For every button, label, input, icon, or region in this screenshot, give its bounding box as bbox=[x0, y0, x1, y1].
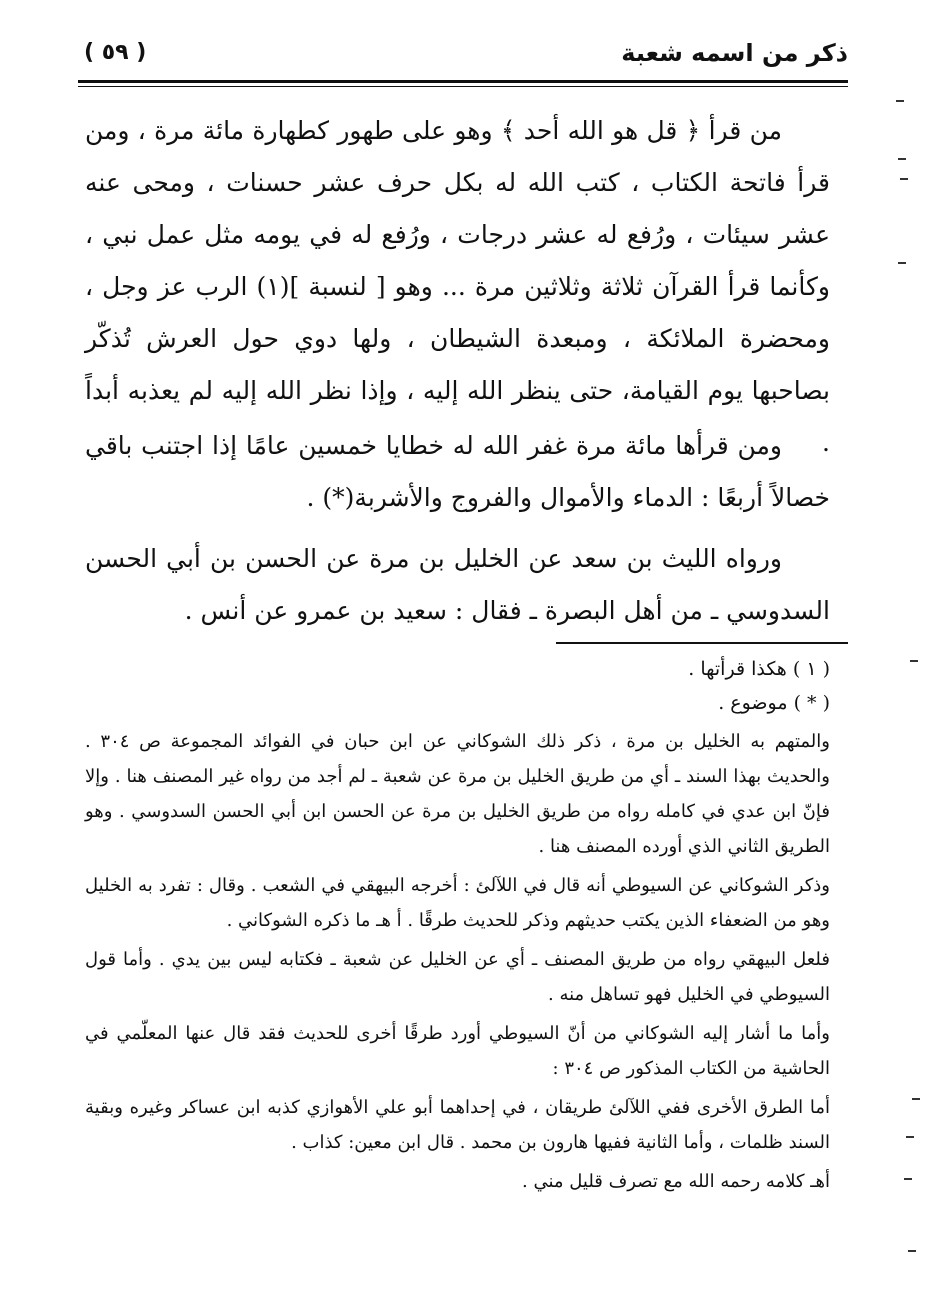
footnote-paragraph-3: فلعل البيهقي رواه من طريق المصنف ـ أي عن الخليل عن شعبة ـ فكتابه ليس بين يدي . وأما قول السيوطي في الخليل فهو تساهل منه . bbox=[85, 949, 830, 1005]
scan-margin-mark bbox=[908, 1250, 916, 1252]
chapter-title: ذكر من اسمه شعبة bbox=[621, 39, 848, 67]
scan-margin-mark bbox=[898, 158, 906, 160]
footnote-paragraph-5: أما الطرق الأخرى ففي اللآلئ طريقان ، في إحداهما أبو علي الأهوازي كذبه ابن عساكر وغيره وبقية السند ظلمات ، وأما الثانية ففيها هارون بن محمد . قال ابن معين: كذاب . bbox=[85, 1097, 830, 1153]
footnote-separator bbox=[556, 642, 848, 644]
footnote-paragraph-4: وأما ما أشار إليه الشوكاني من أنّ السيوطي أورد طرقًا أخرى للحديث فقد قال عنها المعلّمي في الحاشية من الكتاب المذكور ص ٣٠٤ : bbox=[85, 1023, 830, 1079]
footnote-paragraph-6: أهـ كلامه رحمه الله مع تصرف قليل مني . bbox=[522, 1171, 830, 1192]
scan-margin-mark bbox=[898, 262, 906, 264]
footnotes bbox=[85, 652, 830, 1199]
scan-margin-mark bbox=[906, 1136, 914, 1138]
main-paragraph-2 bbox=[85, 420, 830, 524]
header-rule-thin bbox=[78, 86, 848, 87]
paragraph-text: ورواه الليث بن سعد عن الخليل بن مرة عن الحسن بن أبي الحسن السدوسي ـ من أهل البصرة ـ فقال : سعيد بن عمرو عن أنس . bbox=[85, 544, 830, 625]
footnote-paragraph-1: والمتهم به الخليل بن مرة ، ذكر ذلك الشوكاني عن ابن حبان في الفوائد المجموعة ص ٣٠٤ . والحديث بهذا السند ـ أي من طريق الخليل بن مرة عن شعبة ـ لم أجد من رواه غير المصنف هنا . وإلا فإنّ ابن عدي في كامله رواه من طريق الخليل بن مرة عن الحسن ابن أبي الحسن السدوسي . وهو الطريق الثاني الذي أورده المصنف هنا . bbox=[85, 731, 830, 857]
paragraph-text: ومن قرأها مائة مرة غفر الله له خطايا خمسين عامًا إذا اجتنب باقي خصالاً أربعًا : الدماء والأموال والفروج والأشربة(*) . bbox=[85, 431, 830, 512]
footnote-1: ( ١ ) هكذا قرأتها . bbox=[688, 658, 830, 680]
main-paragraph-1 bbox=[85, 105, 830, 469]
paragraph-text: من قرأ ﴿ قل هو الله أحد ﴾ وهو على طهور كطهارة مائة مرة ، ومن قرأ فاتحة الكتاب ، كتب الله له بكل حرف عشر حسنات ، ومحى عنه عشر سيئات ، ورُفع له عشر درجات ، ورُفع له في يومه مثل عمل نبي ، وكأنما قرأ القرآن ثلاثة وثلاثين مرة ... وهو [ لنسبة ](١) الرب عز وجل ، ومحضرة الملائكة ، ومبعدة الشيطان ، ولها دوي حول العرش تُذكّر بصاحبها يوم القيامة، حتى ينظر الله إليه ، وإذا نظر الله إليه لم يعذبه أبداً . bbox=[85, 116, 830, 457]
footnote-star: ( * ) موضوع . bbox=[718, 692, 830, 714]
running-header bbox=[78, 34, 848, 74]
main-paragraph-3 bbox=[85, 533, 830, 637]
scan-margin-mark bbox=[896, 100, 904, 102]
scan-margin-mark bbox=[912, 1098, 920, 1100]
page-number: ( ٥٩ ) bbox=[84, 40, 147, 65]
header-rule bbox=[78, 80, 848, 83]
scan-margin-mark bbox=[910, 660, 918, 662]
scan-margin-mark bbox=[904, 1178, 912, 1180]
scan-margin-mark bbox=[900, 178, 908, 180]
footnote-paragraph-2: وذكر الشوكاني عن السيوطي أنه قال في اللآلئ : أخرجه البيهقي في الشعب . وقال : تفرد به الخليل وهو من الضعفاء الذين يكتب حديثهم وذكر للحديث طرقًا . أ هـ ما ذكره الشوكاني . bbox=[85, 875, 830, 931]
